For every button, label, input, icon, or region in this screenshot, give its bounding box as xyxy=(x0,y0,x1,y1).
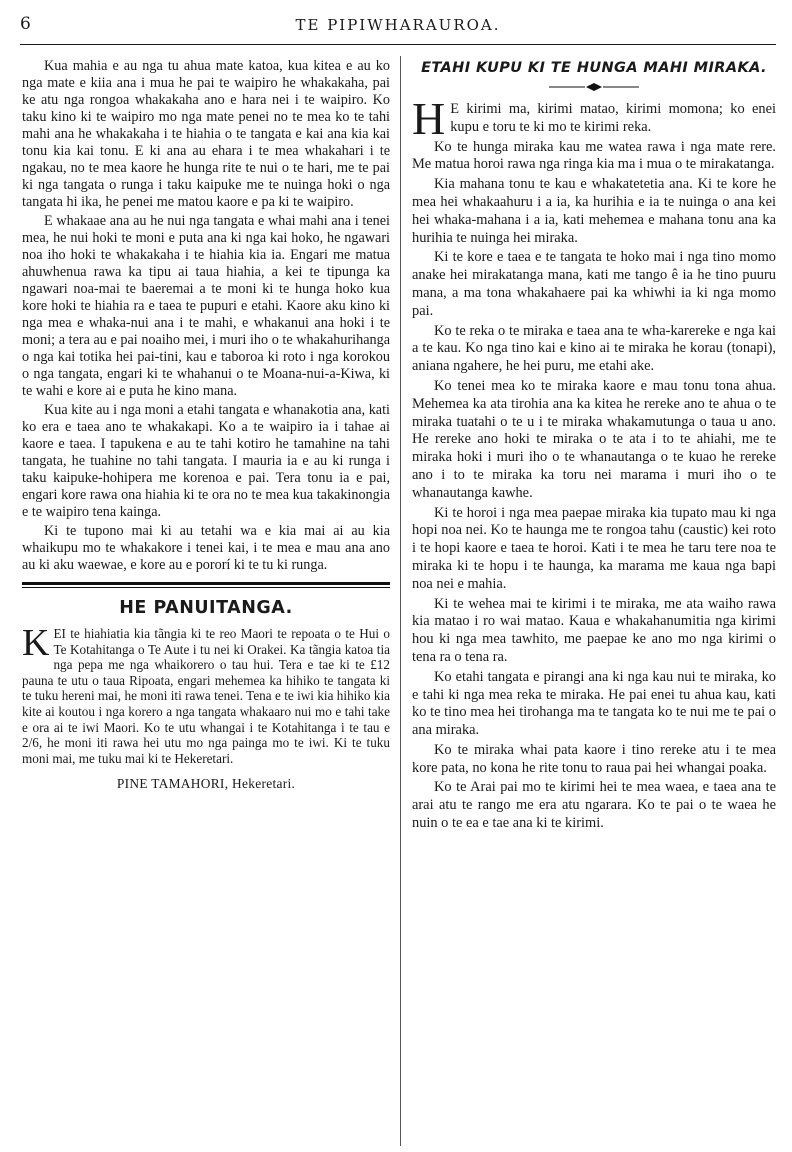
header-rule xyxy=(20,44,776,45)
notice-text: EI te hiahiatia kia tãngia ki te reo Maori te repoata o te Hui o Te Kotahitanga o Te Aute i tu nei ki Orakei. Ka tãngia katoa tia nga pepa me nga whaikorero o tau hui. Tera e tae ki te £12 pauna te utu o taua Ripoata, engari mehemea ka hihiko te tangata ki te tuku hereni mai, he moni iti rawa tenei. Tena e te iwi kia hihiko kia kite ai koutou i nga korero a nga tangata whakaaro nui mo e tahi take e ora ai te iwi Maori. Ko te utu whangai i te Kotahitanga i te tau e 2/6, he moni iti rawa hei utu mo nga painga mo te iwi. Ki te tuku moni mai, me tuku mai ki te Hekeretari. xyxy=(22,626,390,766)
left-paragraph: Ki te tupono mai ki au tetahi wa e kia mai ai au kia whaikupu mo te whakakore i tenei kai, i te mea e mau ana ano au ki aku waewae, e kore au e pororí ki te tu ki runga. xyxy=(22,523,390,573)
left-paragraph: Kua kite au i nga moni a etahi tangata e whanakotia ana, kati ko era e taea ano te whakakapi. Ko a te waipiro ia i tahae ai kaore e taea. I tapukena e au te tahi kotiro he tamahine na tahi tangata, he tuahine no tahi tangata. I mauria ia e au ki runga i taku kaipuke-hohipera me korenoa e pai. Tera tonu ia e pai, engari kore rawa ona hiahia ki te ora no te mea kua takakinongia e te waipiro tena kainga. xyxy=(22,402,390,520)
notice-heading: HE PANUITANGA. xyxy=(119,598,293,618)
notice-signature: PINE TAMAHORI, Hekeretari. xyxy=(116,776,296,792)
article-paragraph: Ko te reka o te miraka e taea ana te wha-karereke e nga kai a te kau. Ko nga tino kai e kino ai te miraka he korau (tonapi), aniana ngahere, he hei puru, me etahi ake. xyxy=(412,322,776,375)
column-divider xyxy=(400,56,401,1146)
article-paragraph: Ko te Arai pai mo te kirimi hei te mea waea, e taea ana te arai atu te rango me era atu ngarara. Ko te pai o te waea he nuin o te ea e tae ana ki te kirimi. xyxy=(412,779,776,832)
article-paragraph: Ko te hunga miraka kau me watea rawa i nga mate rere. Me matua horoi rawa nga ringa kia ma i mua o te mirakatanga. xyxy=(412,138,776,173)
article-paragraph: Kia mahana tonu te kau e whakatetetia ana. Ki te kore he mea hei whakaahuru i a ia, ka hurihia e ia te nuinga o ana kei hei whaka-mahana i a ia, kati mehemea e mahana tonu ana ka hurihia te nuinga hei miraka. xyxy=(412,176,776,246)
ornament-divider xyxy=(412,83,776,91)
article-paragraph: Ko tenei mea ko te miraka kaore e mau tonu tona ahua. Mehemea ka ata tirohia ana ka kitea he rereke ano te ahua o te miraka tuatahi o te u i te miraka whakamutunga o taua u ano. He rereke ano hoki te miraka o te ata i to te ahiahi, me te miraka hoki i muri iho o te whanautanga o te kuao he rereke ano i to te miraka ka toru nei marama i muri iho o te whanautanga kawhe. xyxy=(412,377,776,501)
page-number: 6 xyxy=(20,14,31,34)
notice-body xyxy=(22,622,390,766)
left-column xyxy=(22,58,390,792)
ornament-icon xyxy=(549,83,639,91)
article-paragraph: Ki te horoi i nga mea paepae miraka kia tupato mau ki nga hopi noa nei. Ko te haunga me te rongoa tahu (caustic) kei roto i te hopi kaore e taea te horoi. Kati i te mea he taru tere noa te miraka ki te hopu i te haunga, ka marama me kaua nga bapi noa nei e mahia. xyxy=(412,504,776,592)
article-paragraph: Ki te kore e taea e te tangata te hoko mai i nga tino momo anake hei mirakatanga mana, kati me tango ê ia he tino puuru mana, a ma tona whakahaere pai ka whiwhi ia ki nga momo pai. xyxy=(412,249,776,319)
article-heading: ETAHI KUPU KI TE HUNGA MAHI MIRAKA. xyxy=(421,60,767,76)
right-column xyxy=(412,58,776,833)
article-first-paragraph xyxy=(412,93,776,144)
section-rule xyxy=(22,582,390,585)
notice-section xyxy=(22,598,390,792)
article-paragraph: Ki te wehea mai te kirimi i te miraka, me ata waiho rawa kia matao i ro wai matao. Kaua e whakahanumitia nga kirimi hou ki nga mea tawhito, me paepae ke ano mo nga kirimi o tena ra o tena ra. xyxy=(412,595,776,665)
section-rule-thin xyxy=(22,587,390,588)
publication-title: TE PIPIWHARAUROA. xyxy=(295,16,501,34)
notice-dropcap: K xyxy=(22,622,50,664)
page-header xyxy=(20,14,776,40)
article-paragraph: Ko te miraka whai pata kaore i tino rereke atu i te mea kore pata, no kona he rite tonu to raua pai hei whangai poaka. xyxy=(412,741,776,776)
article-paragraph: Ko etahi tangata e pirangi ana ki nga kau nui te miraka, ko e tahi ki nga mea reka te miraka. He pai enei tu ahua kau, kati ko te tino mea hei tirohanga ma te tangata ko te nui me te pai o ana miraka. xyxy=(412,668,776,739)
article-first-text: E kirimi ma, kirimi matao, kirimi momona; ko enei kupu e toru te ki mo te kirimi reka. xyxy=(450,101,776,135)
article-dropcap: H xyxy=(412,93,446,144)
left-paragraph: Kua mahia e au nga tu ahua mate katoa, kua kitea e au ko nga mate e kiia ana i mua he pai te waipiro he whakakaha, pai ke atu nga rongoa whakakaha ano e hara nei i te waipiro. Ko taku kino ki te waipiro mo nga mate penei no te mea ko te tahi mahi ana he whakakaha i te hiahia o te tangata e kai ana kia kai tonu kia kai tonu. E ki ana au ehara i te mea whakahari i te ngakau, no te mea kaore he hunga rite te nui o te hari, me te pai ki nga tangata o runga i taku kaipuke me te nuinga hoki o nga tangata hi ika, he penei me matou kaore e pa ki te waipiro. xyxy=(22,58,390,210)
left-paragraph: E whakaae ana au he nui nga tangata e whai mahi ana i tenei mea, he nui hoki te moni e puta ana ki nga kai hoko, he ngawari noa iho hoki te whakakaha i te hiahia kia ia. Engari me matua ahuwhenua rawa ka tipu ai taua hiahia, a kei te tipunga ka ngawari noa-mai te baeremai a te moni ki te hunga hoko kua kore hoki te hiahia ra e taea te pupuri e etahi. Kaore aku kino ki nga mea e whaka-nui ana i te mahi, e whakanui ana hoki i te moni; a tera au e pai noaiho mei, i muri iho o te whakahurihanga o nga kai totika hei pai-tini, kau e taboroa ki roto i nga korokou o nga tangata, engari ki te whahanui o te Moana-nui-a-Kiwa, ki te wahi e kore ai e puta he kino mana. xyxy=(22,213,390,399)
